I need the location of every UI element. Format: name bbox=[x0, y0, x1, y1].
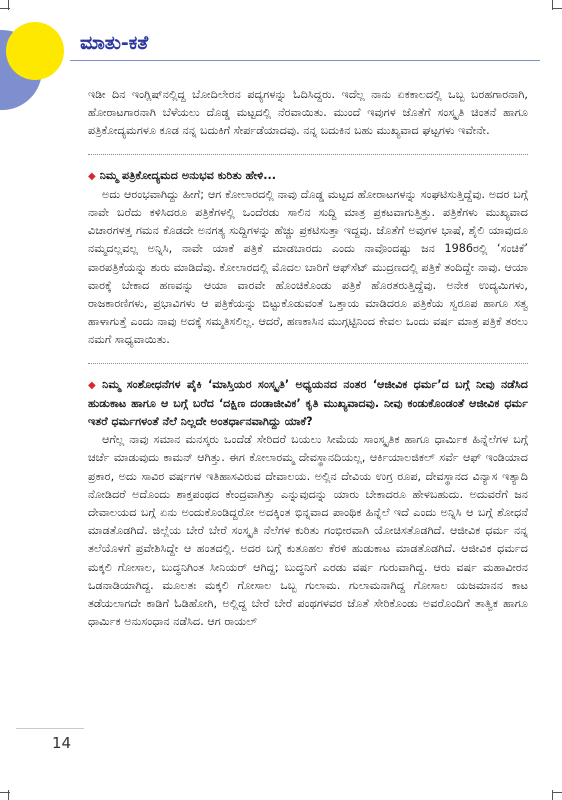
dotted-separator bbox=[88, 154, 528, 155]
diamond-bullet-icon: ◆ bbox=[88, 170, 96, 182]
answer-2: ಆಗೆಲ್ಲ ನಾವು ಸಮಾನ ಮನಸ್ಕರು ಒಂದೆಡೆ ಸೇರಿದರೆ ಬಯಲು ಸೀಮೆಯ ಸಾಂಸ್ಕೃತಿಕ ಹಾಗೂ ಧಾರ್ಮಿಕ ಹಿನ್ನೆಲೆಗಳ ಬಗ್ಗೆ ಚರ್ಚೆ ಮಾಡುವುದು ಕಾಮನ್ ಆಗಿತ್ತು. ಈಗ ಕೋಲಾರಮ್ಮ ದೇವಸ್ಥಾನದಿಯಲ್ಲ, ಆರ್ಕಿಯಾಲಜಿಕಲ್ ಸರ್ವೆ ಆಫ್ ಇಂಡಿಯಾದ ಪ್ರಕಾರ, ಅದು ಸಾವಿರ ವರ್ಷಗಳ ಇತಿಹಾಸವಿರುವ ದೇವಾಲಯ. ಅಲ್ಲಿನ ದೇವಿಯ ಉಗ್ರ ರೂಪ, ದೇವಸ್ಥಾನದ ವಿನ್ಯಾಸ ಇತ್ಯಾದಿ ನೋಡಿದರೆ ಅದೊಂದು ಶಾಕ್ತಪಂಥದ ಕೇಂದ್ರವಾಗಿತ್ತು ಎನ್ನುವುದನ್ನು ಯಾರು ಬೇಕಾದರೂ ಹೇಳಬಹುದು. ಅದುವರೆಗೆ ಜನ ದೇವಾಲಯದ ಬಗ್ಗೆ ಏನು ಅಂದುಕೊಂಡಿದ್ದರೋ ಅದಕ್ಕಿಂತ ಭಿನ್ನವಾದ ಪಾಂಥಿಕ ಹಿನ್ನೆಲೆ ಇದೆ ಎಂದು ಅನ್ನಿಸಿ ಆ ಬಗ್ಗೆ ಶೋಧನೆ ಮಾಡತೊಡಗಿದೆ. ಜಿಲ್ಲೆಯ ಬೇರೆ ಬೇರೆ ಸಂಸ್ಕೃತಿ ನೆಲೆಗಳ ಕುರಿತು ಗಂಭೀರವಾಗಿ ಯೋಚಿಸತೊಡಗಿದೆ. ಆಜೀವಿಕ ಧರ್ಮ ನನ್ನ ತಲೆಯೊಳಗೆ ಪ್ರವೇಶಿಸಿದ್ದೇ ಆ ಹಂತದಲ್ಲಿ. ಅದರ ಬಗ್ಗೆ ಕುತೂಹಲ ಕೆರಳಿ ಹುಡುಕಾಟ ಮಾಡತೊಡಗಿದೆ. ಆಜೀವಿಕ ಧರ್ಮದ ಮಕ್ಕಲಿ ಗೋಸಾಲ, ಬುದ್ಧನಿಗಿಂತ ಸೀನಿಯರ್ ಆಗಿದ್ದ; ಬುದ್ಧನಿಗೆ ಎರಡು ವರ್ಷ ಗುರುವಾಗಿದ್ದ. ಆರು ವರ್ಷ ಮಹಾವೀರನ ಒಡನಾಡಿಯಾಗಿದ್ದ. ಮೂಲತಃ ಮಕ್ಕಲಿ ಗೋಸಾಲ ಒಬ್ಬ ಗುಲಾಮ. ಗುಲಾಮನಾಗಿದ್ದ ಗೋಸಾಲ ಯಜಮಾನನ ಕಾಟ ತಡೆಯಲಾಗದೇ ಕಾಡಿಗೆ ಓಡಿಹೋಗಿ, ಅಲ್ಲಿದ್ದ ಬೇರೆ ಬೇರೆ ಪಂಥಗಳವರ ಜೊತೆ ಸೇರಿಕೊಂಡು ಅವರೊಂದಿಗೆ ತಾತ್ವಿಕ ಹಾಗೂ ಧಾರ್ಮಿಕ ಅನುಸಂಧಾನ ನಡೆಸಿದ. ಆಗ ರಾಯಲ್ bbox=[88, 433, 528, 629]
question-1 bbox=[88, 167, 528, 186]
page-number: 14 bbox=[52, 734, 72, 752]
question-2-text: ನಿಮ್ಮ ಸಂಶೋಧನೆಗಳ ಪೈಕಿ ‘ಮಾಸ್ತಿಯರ ಸಂಸ್ಕೃತಿ’ ಅಧ್ಯಯನದ ನಂತರ ‘ಆಜೀವಿಕ ಧರ್ಮ’ದ ಬಗ್ಗೆ ನೀವು ನಡೆಸಿದ ಹುಡುಕಾಟ ಹಾಗೂ ಆ ಬಗ್ಗೆ ಬರೆದ ‘ದಕ್ಷಿಣ ದಂಡಾಜೀವಿಕ’ ಕೃತಿ ಮುಖ್ಯವಾದವು. ನೀವು ಕಂಡುಕೊಂಡಂತೆ ಆಜೀವಿಕ ಧರ್ಮ ಇತರೆ ಧರ್ಮಗಳಂತೆ ನೆಲೆ ನಿಲ್ಲದೇ ಅಂತರ್ಧಾನವಾಗಿದ್ದು ಯಾಕೆ? bbox=[88, 377, 528, 429]
crop-mark bbox=[552, 792, 562, 793]
answer-1: ಅದು ಆರಂಭವಾಗಿದ್ದು ಹೀಗೆ; ಆಗ ಕೋಲಾರದಲ್ಲಿ ನಾವು ದೊಡ್ಡ ಮಟ್ಟದ ಹೋರಾಟಗಳನ್ನು ಸಂಘಟಿಸುತ್ತಿದ್ದೆವು. ಅದರ ಬಗ್ಗೆ ನಾವೇ ಬರೆದು ಕಳಿಸಿದರೂ ಪತ್ರಿಕೆಗಳಲ್ಲಿ ಒಂದೆರಡು ಸಾಲಿನ ಸುದ್ದಿ ಮಾತ್ರ ಪ್ರಕಟವಾಗುತ್ತಿತ್ತು. ಪತ್ರಿಕೆಗಳು ಮುಖ್ಯವಾದ ವಿಚಾರಗಳತ್ತ ಗಮನ ಕೊಡದೇ ಅನಗತ್ಯ ಸುದ್ದಿಗಳನ್ನು ಹೆಚ್ಚು ಪ್ರಕಟಿಸುತ್ತಾ ಇದ್ದವು. ಜೊತೆಗೆ ಅವುಗಳ ಭಾಷೆ, ಶೈಲಿ ಯಾವುದೂ ನಮ್ಮದಲ್ಲವಲ್ಲ ಅನ್ನಿಸಿ, ನಾವೇ ಯಾಕೆ ಪತ್ರಿಕೆ ಮಾಡಬಾರದು ಎಂದು ನಾವೊಂದಷ್ಟು ಜನ 1986ರಲ್ಲಿ ‘ಸಂಚಿಕೆ’ ವಾರಪತ್ರಿಕೆಯನ್ನು ಶುರು ಮಾಡಿದೆವು. ಕೋಲಾರದಲ್ಲಿ ಮೊದಲ ಬಾರಿಗೆ ಆಫ್‌ಸೆಟ್ ಮುದ್ರಣದಲ್ಲಿ ಪತ್ರಿಕೆ ತಂದಿದ್ದೇ ನಾವು. ಆಯಾ ವಾರಕ್ಕೆ ಬೇಕಾದ ಹಣವನ್ನು ಆಯಾ ವಾರವೇ ಹೊಂಚಿಕೊಂಡು ಪತ್ರಿಕೆ ಹೊರತರುತ್ತಿದ್ದೆವು. ಅನೇಕ ಉದ್ಯಮಿಗಳು, ರಾಜಕಾರಣಿಗಳು, ಪ್ರಭಾವಿಗಳು ಆ ಪತ್ರಿಕೆಯನ್ನು ಬಿಟ್ಟುಕೊಡುವಂತೆ ಒತ್ತಾಯ ಮಾಡಿದರೂ ಪತ್ರಿಕೆಯ ಸ್ವರೂಪ ಹಾಗೂ ಸತ್ವ ಹಾಳಾಗುತ್ತೆ ಎಂದು ನಾವು ಅದಕ್ಕೆ ಸಮ್ಮತಿಸಲಿಲ್ಲ. ಆದರೆ, ಹಣಕಾಸಿನ ಮುಗ್ಗಟ್ಟಿನಿಂದ ಕೇವಲ ಒಂದು ವರ್ಷ ಮಾತ್ರ ಪತ್ರಿಕೆ ತರಲು ನಮಗೆ ಸಾಧ್ಯವಾಯಿತು. bbox=[88, 187, 528, 347]
intro-paragraph: ಇಡೀ ದಿನ ಇಂಗ್ಲಿಷ್‌ನಲ್ಲಿದ್ದ ಬೋದಿಲೇರನ ಪದ್ಯಗಳನ್ನು ಓದಿಸಿದ್ದರು. ಇದೆಲ್ಲ ನಾನು ಏಕಕಾಲದಲ್ಲಿ ಒಬ್ಬ ಬರಹಗಾರನಾಗಿ, ಹೋರಾಟಗಾರನಾಗಿ ಬೆಳೆಯಲು ದೊಡ್ಡ ಮಟ್ಟದಲ್ಲಿ ನೆರವಾಯಿತು. ಮುಂದೆ ಇವುಗಳ ಜೊತೆಗೆ ಸಂಸ್ಕೃತಿ ಚಿಂತನೆ ಹಾಗೂ ಪತ್ರಿಕೋದ್ಯಮಗಳೂ ಕೂಡ ನನ್ನ ಬದುಕಿಗೆ ಸೇರ್ಪಡೆಯಾದವು. ನನ್ನ ಬದುಕಿನ ಬಹು ಮುಖ್ಯವಾದ ಘಟ್ಟಗಳು ಇವೇನೇ. bbox=[88, 88, 528, 138]
section-title: ಮಾತು-ಕತೆ bbox=[80, 32, 149, 54]
footer-rule bbox=[16, 728, 84, 729]
article-body bbox=[88, 86, 528, 631]
diamond-bullet-icon: ◆ bbox=[88, 379, 99, 391]
crop-mark bbox=[0, 792, 10, 793]
question-2 bbox=[88, 376, 528, 432]
decorative-yellow-circle bbox=[6, 22, 64, 80]
crop-mark bbox=[552, 8, 562, 9]
crop-mark bbox=[0, 8, 10, 9]
dotted-separator bbox=[88, 363, 528, 364]
header-rule bbox=[70, 60, 540, 61]
question-1-text: ನಿಮ್ಮ ಪತ್ರಿಕೋದ್ಯಮದ ಅನುಭವ ಕುರಿತು ಹೇಳಿ... bbox=[99, 168, 276, 182]
